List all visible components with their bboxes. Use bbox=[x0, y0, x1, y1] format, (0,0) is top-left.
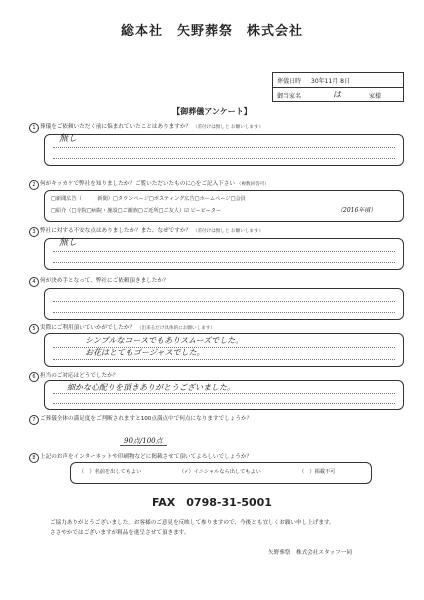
family-label: 御当家名 bbox=[277, 93, 302, 100]
options-line-1[interactable]: □新聞広告（ 新聞）□タウンページ□ポスティング広告□ホームページ□会員 bbox=[51, 196, 246, 202]
form-title: 【御葬儀アンケート】 bbox=[172, 107, 252, 116]
question-5 bbox=[32, 325, 410, 357]
option-initials-ok[interactable]: （✓）イニシャルなら出してもよい bbox=[179, 469, 261, 475]
handwritten-answer: （2016年頃） bbox=[337, 207, 377, 214]
family-suffix: 家様 bbox=[369, 93, 382, 100]
answer-box[interactable] bbox=[44, 380, 404, 410]
signature: 矢野葬祭 株式会社スタッフ一同 bbox=[268, 550, 352, 556]
handwritten-answer: 無し bbox=[59, 134, 78, 144]
question-number: 3 bbox=[29, 227, 39, 237]
answer-box[interactable] bbox=[44, 333, 404, 367]
ceremony-info-box bbox=[272, 72, 404, 102]
handwritten-answer: 無し bbox=[59, 238, 78, 248]
answer-box[interactable] bbox=[44, 238, 404, 270]
option-name-ok[interactable]: （ ）名前を出してもよい bbox=[79, 469, 142, 475]
question-note: （出来るだけ具体的にお願いします） bbox=[136, 326, 215, 331]
question-text: 弊社に対する不安な点はありましたか？また、なぜですか？ bbox=[40, 228, 192, 234]
date-row bbox=[273, 73, 403, 87]
question-number: 7 bbox=[29, 415, 39, 425]
company-title: 総本社 矢野葬祭 株式会社 bbox=[120, 24, 303, 39]
family-row bbox=[273, 87, 403, 102]
question-number: 4 bbox=[29, 277, 39, 287]
thanks-message bbox=[50, 518, 400, 538]
question-4 bbox=[32, 278, 410, 285]
answer-box[interactable] bbox=[44, 134, 404, 166]
thanks-line-2: ささやかではございますが粗品を進呈させて頂きます。 bbox=[50, 530, 190, 536]
question-2 bbox=[32, 181, 410, 214]
question-number: 5 bbox=[29, 324, 39, 334]
date-value: 30年11月 8日 bbox=[311, 78, 350, 85]
question-text: 担当のご対応はどうでしたか？ bbox=[40, 373, 119, 379]
handwritten-answer-line-2: お花はとてもゴージャスでした。 bbox=[85, 348, 205, 357]
thanks-line-1: ご協力ありがとうございました。お客様のご意見を反映して参りますので、今後とも宜しくお願い申し上げます。 bbox=[50, 520, 335, 526]
score-answer[interactable]: 90点/100点 bbox=[120, 438, 167, 446]
question-number: 8 bbox=[29, 453, 39, 463]
question-note: （複数回答可） bbox=[236, 182, 269, 187]
question-note: （差付けは無しと お願いします） bbox=[192, 229, 264, 234]
source-options-box bbox=[44, 190, 404, 222]
question-text: 何がキッカケで弊社を知りましたか？ご覧いただいたものに○をご記入下さい bbox=[40, 181, 235, 187]
question-note: （差付けは無しと お願いします） bbox=[192, 125, 264, 130]
options-line-2[interactable]: □紹介（□寺院□病院・施設□ご親族□ご近所□ご友人）☑ ビーピーター bbox=[51, 208, 222, 214]
question-text: 葬儀をご依頼いただく前に悩まれていたことはありますか？ bbox=[40, 124, 192, 130]
date-label: 葬儀日時 bbox=[277, 78, 302, 85]
option-no-publish[interactable]: （ ）掲載不可 bbox=[299, 469, 336, 475]
question-1 bbox=[32, 124, 410, 144]
family-name: は bbox=[333, 90, 341, 99]
handwritten-answer: 細かな心配りを頂きありがとうございました。 bbox=[67, 383, 235, 392]
question-text: 実際にご利用頂いていかがでしたか？ bbox=[40, 325, 136, 331]
fax-number: FAX 0798-31-5001 bbox=[152, 496, 272, 509]
question-number: 6 bbox=[29, 372, 39, 382]
question-text: 何が決め手となって、弊社にご依頼頂きましたか？ bbox=[40, 278, 169, 284]
question-8 bbox=[32, 454, 410, 475]
question-6 bbox=[32, 373, 410, 392]
question-number: 2 bbox=[29, 180, 39, 190]
answer-box[interactable] bbox=[44, 288, 404, 320]
publication-options-box bbox=[70, 462, 372, 484]
question-7 bbox=[32, 416, 410, 445]
question-text: ご葬儀全体の満足度をご判断されますと100点満点中で何点になりますでしょうか？ bbox=[40, 416, 253, 422]
handwritten-answer-line-1: シンプルなコースでもありスムーズでした。 bbox=[85, 336, 244, 345]
question-text: 上記のお声をインターネットや印刷物などに掲載させて頂いてよろしいでしょうか？ bbox=[40, 454, 253, 460]
question-number: 1 bbox=[29, 123, 39, 133]
question-3 bbox=[32, 228, 410, 248]
